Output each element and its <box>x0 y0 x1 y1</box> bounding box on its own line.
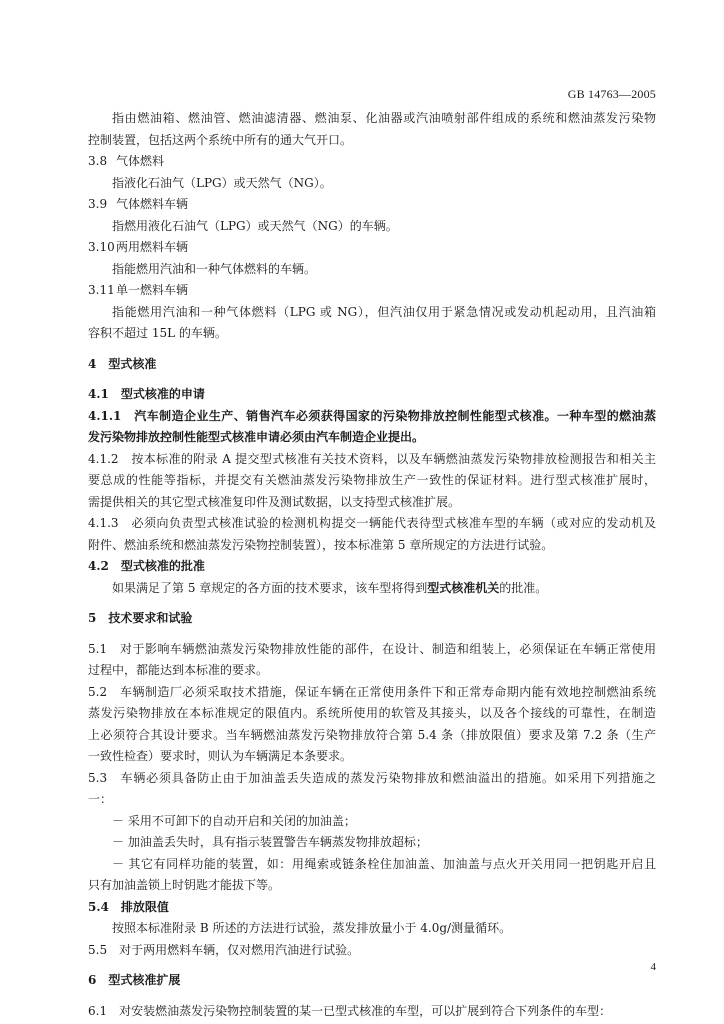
clause-4-2-heading: 4.2 型式核准的批准 <box>88 559 205 573</box>
clause-title: 两用燃料车辆 <box>116 240 189 254</box>
clause-title: 单一燃料车辆 <box>116 283 189 297</box>
paragraph-line: 6.1 对安装燃油蒸发污染物控制装置的某一已型式核准的车型，可以扩展到符合下列条件的车型： <box>88 1003 612 1018</box>
paragraph-line: 4.1.2 按本标准的附录 A 提交型式核准有关技术资料，以及车辆燃油蒸发污染物排放检测报告和相关主 <box>88 451 656 466</box>
page-number: 4 <box>650 961 656 973</box>
clause-number: 3.11 <box>88 283 115 297</box>
paragraph-line: 只有加油盖锁上时钥匙才能拔下等。 <box>88 878 281 892</box>
paragraph-line: 4.1.3 必须向负责型式核准试验的检测机构提交一辆能代表待型式核准车型的车辆（或对应的发动机及 <box>88 516 656 530</box>
paragraph-line: 5.3 车辆必须具备防止由于加油盖丢失造成的蒸发污染物排放和燃油溢出的措施。如采用下列措施之 <box>88 770 656 785</box>
section-4-heading: 4 型式核准 <box>88 356 157 371</box>
clause-3-8-heading <box>88 151 656 173</box>
paragraph-line: 指由燃油箱、燃油管、燃油滤清器、燃油泵、化油器或汽油喷射部件组成的系统和燃油蒸发污染物 <box>112 111 656 125</box>
paragraph-line: 上必须符合其设计要求。当车辆燃油蒸发污染物排放符合第 5.4 条（排放限值）要求及第 7.2 条（生产 <box>88 727 656 742</box>
paragraph-line: 5.2 车辆制造厂必须采取技术措施，保证车辆在正常使用条件下和正常寿命期内能有效地控制燃油系统 <box>88 684 656 699</box>
paragraph-line: 指能燃用汽油和一种气体燃料（LPG 或 NG），但汽油仅用于紧急情况或发动机起动用，且汽油箱 <box>112 304 656 319</box>
clause-number: 3.8 <box>88 154 108 168</box>
document-body <box>88 108 656 1022</box>
clause-5-4-heading: 5.4 排放限值 <box>88 899 169 914</box>
clause-number: 3.10 <box>88 240 115 254</box>
paragraph-line: 一： <box>88 792 113 806</box>
emphasized-term: 型式核准机关 <box>427 580 500 595</box>
paragraph-line: 容积不超过 15L 的车辆。 <box>88 326 227 340</box>
section-6-heading: 6 型式核准扩展 <box>88 973 181 987</box>
list-item: － 采用不可卸下的自动开启和关闭的加油盖； <box>112 813 356 828</box>
clause-title: 气体燃料车辆 <box>116 197 189 211</box>
paragraph-text: 如果满足了第 5 章规定的各方面的技术要求，该车型将得到 <box>112 580 428 595</box>
list-item: － 加油盖丢失时，具有指示装置警告车辆蒸发物排放超标； <box>112 835 428 849</box>
clause-3-10-heading <box>88 237 656 259</box>
paragraph-line: 按照本标准附录 B 所述的方法进行试验，蒸发排放量小于 4.0g/测量循环。 <box>112 921 512 935</box>
paragraph-line: 4.1.1 汽车制造企业生产、销售汽车必须获得国家的污染物排放控制性能型式核准。一种车型的燃油蒸 <box>88 408 656 423</box>
paragraph-text: 的批准。 <box>499 580 548 595</box>
paragraph-line: 发污染物排放控制性能型式核准申请必须由汽车制造企业提出。 <box>88 430 425 444</box>
clause-3-11-heading <box>88 280 656 302</box>
paragraph-line: 指液化石油气（LPG）或天然气（NG）。 <box>112 175 332 190</box>
paragraph-line: 指燃用液化石油气（LPG）或天然气（NG）的车辆。 <box>112 218 398 233</box>
section-5-heading: 5 技术要求和试验 <box>88 611 193 625</box>
paragraph-line: 5.1 对于影响车辆燃油蒸发污染物排放性能的部件，在设计、制造和组装上，必须保证在车辆正常使用 <box>88 641 656 656</box>
paragraph-line: 过程中，都能达到本标准的要求。 <box>88 663 269 677</box>
paragraph-line: 需提供相关的其它型式核准复印件及测试数据，以支持型式核准扩展。 <box>88 494 461 509</box>
paragraph-line: 控制装置，包括这两个系统中所有的通大气开口。 <box>88 132 353 147</box>
clause-3-9-heading <box>88 194 656 216</box>
paragraph-line <box>88 578 656 600</box>
paragraph-line: 要总成的性能等指标，并提交有关燃油蒸发污染物排放生产一致性的保证材料。进行型式核准扩展时， <box>88 473 656 487</box>
clause-number: 3.9 <box>88 197 108 211</box>
paragraph-line: 蒸发污染物排放在本标准规定的限值内。系统所使用的软管及其接头，以及各个接线的可靠性，在制造 <box>88 706 656 720</box>
list-item: － 其它有同样功能的装置，如：用绳索或链条栓住加油盖、加油盖与点火开关用同一把钥匙开启且 <box>112 856 656 871</box>
paragraph-line: 附件、燃油系统和燃油蒸发污染物控制装置），按本标准第 5 章所规定的方法进行试验。 <box>88 537 554 552</box>
clause-title: 气体燃料 <box>116 154 165 168</box>
paragraph-line: 一致性检查）要求时，则认为车辆满足本条要求。 <box>88 749 353 763</box>
standard-number-header: GB 14763—2005 <box>567 87 656 101</box>
clause-4-1-heading: 4.1 型式核准的申请 <box>88 387 205 401</box>
paragraph-line: 5.5 对于两用燃料车辆，仅对燃用汽油进行试验。 <box>88 942 360 957</box>
paragraph-line: 指能燃用汽油和一种气体燃料的车辆。 <box>112 261 317 276</box>
